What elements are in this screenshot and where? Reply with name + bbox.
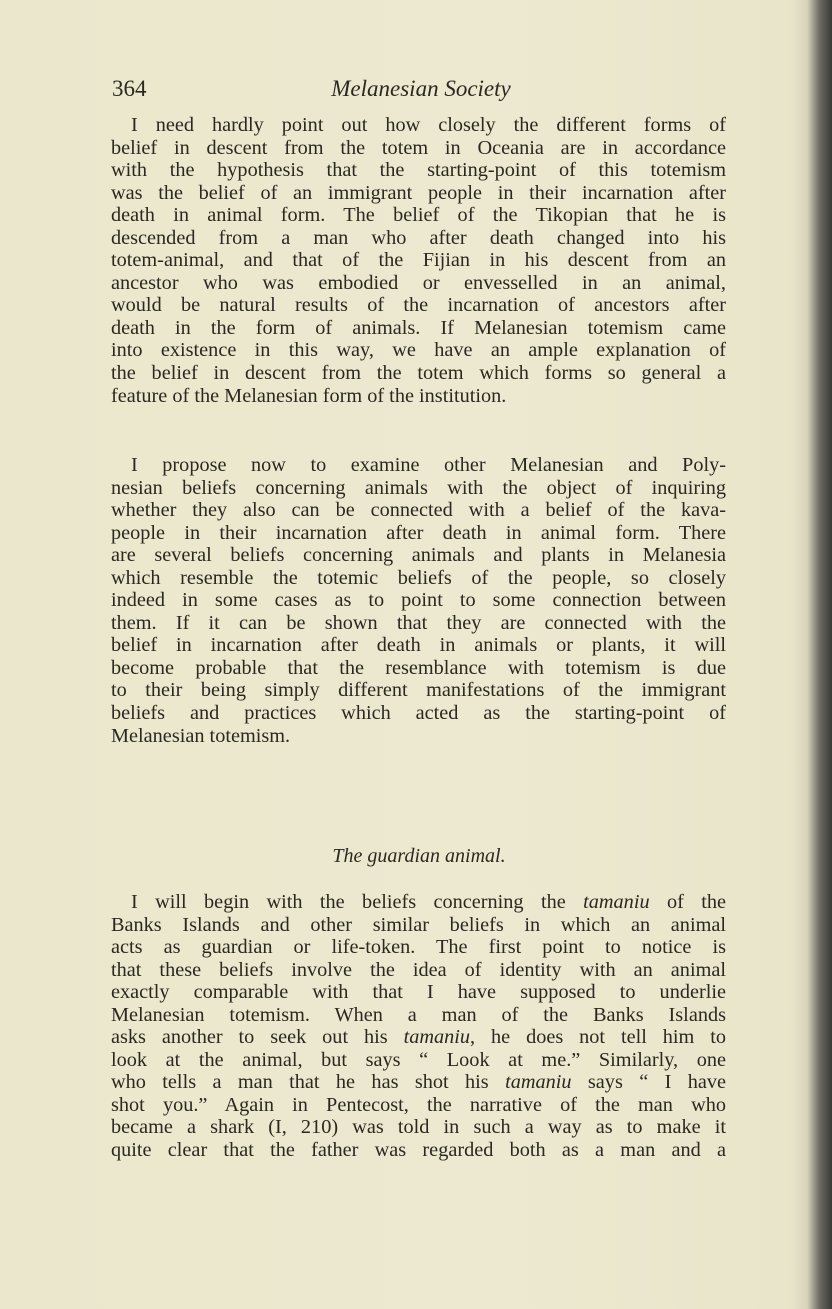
text-segment: quite clear that the father was regarded both as a man and a <box>111 1139 726 1162</box>
text-line <box>111 679 726 702</box>
text-line <box>111 522 726 545</box>
text-segment: became a shark (I, 210) was told in such a way as to make it <box>111 1116 726 1139</box>
text-line <box>111 137 726 160</box>
text-segment: belief in incarnation after death in animals or plants, it will <box>111 634 726 657</box>
text-segment: who tells a man that he has shot his <box>111 1071 506 1094</box>
text-line <box>111 702 726 725</box>
text-segment: people in their incarnation after death in animal form. There <box>111 521 726 544</box>
italic-term: tamaniu <box>403 1026 471 1049</box>
text-line <box>111 1094 726 1117</box>
section-heading: The guardian animal. <box>332 845 506 867</box>
text-segment: was the belief of an immigrant people in their incarnation after <box>111 181 726 204</box>
text-line <box>111 1004 726 1027</box>
text-segment: I propose now to examine other Melanesian and Poly- <box>131 454 726 476</box>
text-line <box>111 294 726 317</box>
text-segment: of the <box>649 891 727 913</box>
text-segment: which resemble the totemic beliefs of the people, so closely <box>111 566 726 589</box>
text-line <box>111 362 726 385</box>
text-line <box>111 914 726 937</box>
text-line <box>111 182 726 205</box>
text-line <box>111 1071 726 1094</box>
text-segment: , he does not tell him to <box>470 1026 726 1049</box>
text-segment: descended from a man who after death changed into his <box>111 226 726 249</box>
text-segment: look at the animal, but says “ Look at me.” Similarly, one <box>111 1048 726 1071</box>
text-line <box>111 317 726 340</box>
text-line <box>111 1049 726 1072</box>
text-line <box>111 499 726 522</box>
text-segment: beliefs and practices which acted as the starting-point of <box>111 702 726 725</box>
text-segment: Banks Islands and other similar beliefs in which an animal <box>111 913 726 936</box>
text-line <box>111 589 726 612</box>
running-title: Melanesian Society <box>331 76 511 101</box>
text-segment: belief in descent from the totem in Oceania are in accordance <box>111 136 726 159</box>
text-segment: are several beliefs concerning animals and plants in Melanesia <box>111 544 726 567</box>
text-line <box>111 477 726 500</box>
text-line <box>111 725 726 748</box>
text-segment: the belief in descent from the totem which forms so general a <box>111 362 726 385</box>
text-segment: into existence in this way, we have an ample explanation of <box>111 339 726 362</box>
text-line <box>111 634 726 657</box>
text-line <box>111 454 726 477</box>
page-number: 364 <box>112 76 147 101</box>
text-segment: death in the form of animals. If Melanesian totemism came <box>111 316 726 339</box>
text-segment: shot you.” Again in Pentecost, the narrative of the man who <box>111 1093 726 1116</box>
paragraph-1 <box>111 114 726 407</box>
text-segment: with the hypothesis that the starting-point of this totemism <box>111 159 726 182</box>
text-line <box>111 959 726 982</box>
text-line <box>111 159 726 182</box>
text-segment: nesian beliefs concerning animals with the object of inquiring <box>111 476 726 499</box>
text-segment: exactly comparable with that I have supposed to underlie <box>111 981 726 1004</box>
text-line <box>111 249 726 272</box>
text-segment: would be natural results of the incarnation of ancestors after <box>111 294 726 317</box>
text-line <box>111 936 726 959</box>
text-segment: Melanesian totemism. <box>111 724 291 747</box>
text-segment: I need hardly point out how closely the different forms of <box>131 114 726 136</box>
italic-term: tamaniu <box>505 1071 572 1094</box>
text-segment: that these beliefs involve the idea of identity with an animal <box>111 958 726 981</box>
text-line <box>111 227 726 250</box>
text-segment: I will begin with the beliefs concerning the <box>131 891 584 913</box>
text-line <box>111 1026 726 1049</box>
text-segment: to their being simply different manifestations of the immigrant <box>111 679 726 702</box>
text-segment: indeed in some cases as to point to some connection between <box>111 589 726 612</box>
text-segment: death in animal form. The belief of the Tikopian that he is <box>111 204 726 227</box>
text-line <box>111 544 726 567</box>
text-segment: them. If it can be shown that they are connected with the <box>111 611 726 634</box>
italic-term: tamaniu <box>583 891 650 913</box>
text-line <box>111 567 726 590</box>
text-line <box>111 657 726 680</box>
text-line <box>111 339 726 362</box>
text-segment: feature of the Melanesian form of the institution. <box>111 384 507 407</box>
text-segment: says “ I have <box>571 1071 726 1094</box>
text-line <box>111 891 726 914</box>
text-segment: totem-animal, and that of the Fijian in his descent from an <box>111 249 726 272</box>
text-segment: acts as guardian or life-token. The first point to notice is <box>111 936 726 959</box>
text-line <box>111 612 726 635</box>
text-segment: Melanesian totemism. When a man of the Banks Islands <box>111 1003 726 1026</box>
text-line <box>111 1139 726 1162</box>
paragraph-3 <box>111 891 726 1162</box>
text-line <box>111 204 726 227</box>
text-line <box>111 1116 726 1139</box>
text-line <box>111 272 726 295</box>
text-line <box>111 114 726 137</box>
text-segment: become probable that the resemblance with totemism is due <box>111 656 726 679</box>
text-line <box>111 981 726 1004</box>
paragraph-2 <box>111 454 726 747</box>
text-line <box>111 385 726 408</box>
text-segment: whether they also can be connected with a belief of the kava- <box>111 499 726 522</box>
text-segment: ancestor who was embodied or envesselled in an animal, <box>111 271 726 294</box>
text-segment: asks another to seek out his <box>111 1026 404 1049</box>
